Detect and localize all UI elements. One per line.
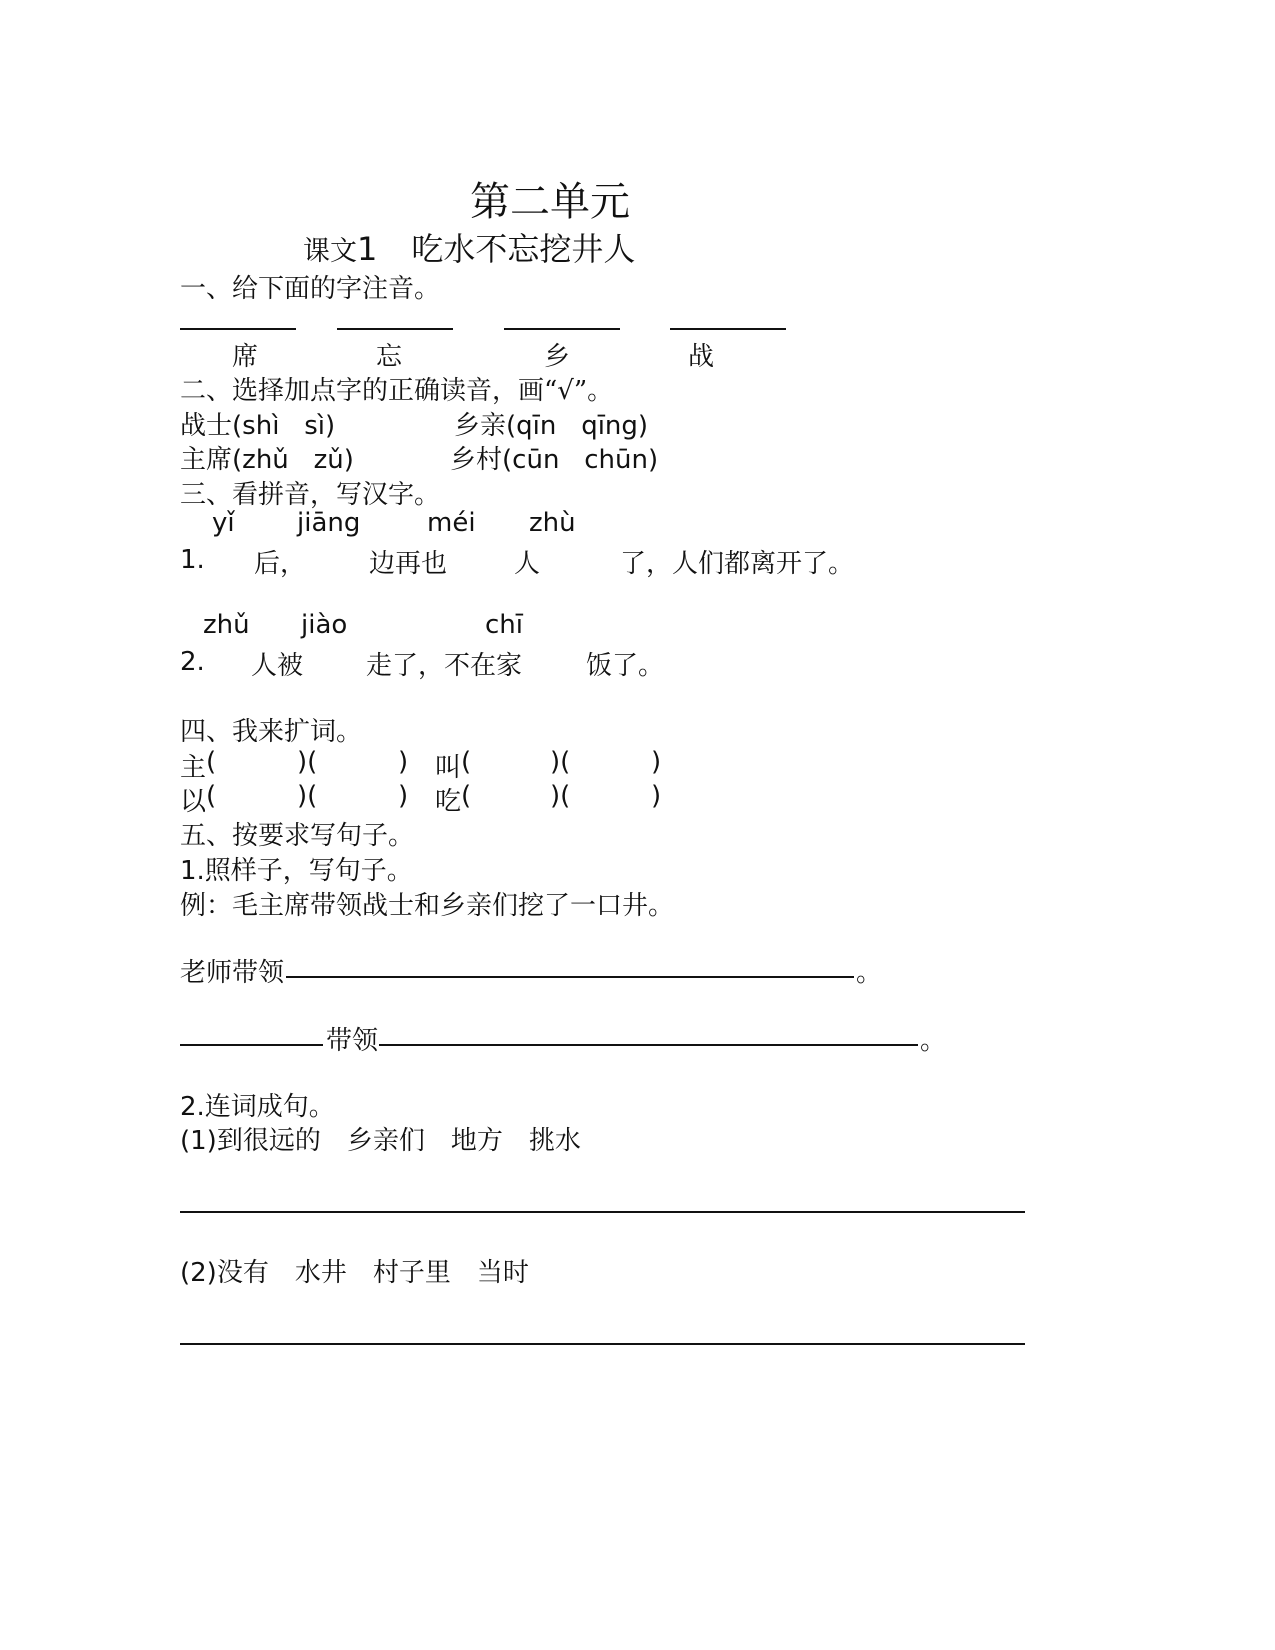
option[interactable]: sì bbox=[304, 411, 325, 441]
sentence-mid: 带领 bbox=[326, 1026, 379, 1056]
paren: ) bbox=[398, 781, 409, 811]
answer-line[interactable] bbox=[286, 976, 854, 978]
expand-char: 吃 bbox=[435, 787, 462, 817]
expand-char: 主 bbox=[180, 753, 207, 783]
pinyin: chī bbox=[485, 610, 523, 640]
reading-item: 乡村(cūn chūn) bbox=[450, 445, 659, 475]
answer-line[interactable] bbox=[180, 328, 296, 330]
paren: ) bbox=[398, 747, 409, 777]
answer-line[interactable] bbox=[337, 328, 453, 330]
sentence-part: 后， bbox=[254, 549, 307, 579]
reading-item: 主席(zhǔ zǔ) bbox=[180, 445, 354, 475]
paren: )( bbox=[550, 747, 571, 777]
expand-char: 叫 bbox=[435, 753, 462, 783]
option[interactable]: shì bbox=[242, 411, 280, 441]
section3-heading: 三、看拼音，写汉字。 bbox=[180, 480, 441, 510]
char-label: 忘 bbox=[376, 342, 403, 372]
section1-heading: 一、给下面的字注音。 bbox=[180, 274, 441, 304]
answer-line[interactable] bbox=[379, 1044, 918, 1046]
subsection-title: 1.照样子，写句子。 bbox=[180, 856, 413, 886]
section2-heading: 二、选择加点字的正确读音，画“√”。 bbox=[180, 376, 614, 406]
sentence-part: 人被 bbox=[251, 651, 304, 681]
pinyin: zhù bbox=[529, 508, 576, 538]
option[interactable]: qīng bbox=[581, 411, 638, 441]
sentence-prefix: 老师带领 bbox=[180, 958, 285, 988]
period: 。 bbox=[856, 958, 883, 988]
word: 乡村 bbox=[450, 445, 503, 475]
reading-item: 战士(shì sì) bbox=[180, 411, 336, 441]
paren: )( bbox=[297, 781, 318, 811]
word-list: (1)到很远的 乡亲们 地方 挑水 bbox=[180, 1126, 581, 1156]
option[interactable]: zhǔ bbox=[242, 445, 289, 475]
pinyin: jiào bbox=[301, 610, 348, 640]
sentence-part: 边再也 bbox=[369, 549, 448, 579]
pinyin: jiāng bbox=[297, 508, 361, 538]
sentence-part: 人 bbox=[514, 549, 541, 579]
word-list: (2)没有 水井 村子里 当时 bbox=[180, 1258, 529, 1288]
option[interactable]: cūn bbox=[512, 445, 560, 475]
char-label: 战 bbox=[688, 342, 715, 372]
paren: ( bbox=[461, 781, 472, 811]
answer-line[interactable] bbox=[180, 1044, 323, 1046]
lesson-name: 吃水不忘挖井人 bbox=[411, 230, 636, 268]
option[interactable]: qīn bbox=[516, 411, 557, 441]
paren: ) bbox=[651, 781, 662, 811]
answer-line[interactable] bbox=[180, 1343, 1025, 1345]
paren: ( bbox=[206, 781, 217, 811]
word: 战士 bbox=[180, 411, 233, 441]
option[interactable]: chūn bbox=[584, 445, 648, 475]
pinyin: zhǔ bbox=[203, 610, 250, 640]
pinyin: méi bbox=[427, 508, 476, 538]
section4-heading: 四、我来扩词。 bbox=[180, 717, 363, 747]
word: 主席 bbox=[180, 445, 233, 475]
lesson-number: 1 bbox=[357, 230, 378, 268]
expand-char: 以 bbox=[180, 787, 207, 817]
paren: ( bbox=[461, 747, 472, 777]
reading-item: 乡亲(qīn qīng) bbox=[454, 411, 649, 441]
char-label: 席 bbox=[232, 342, 259, 372]
char-label: 乡 bbox=[544, 342, 571, 372]
sentence-part: 饭了。 bbox=[586, 651, 665, 681]
lesson-title bbox=[303, 224, 635, 270]
paren: ) bbox=[651, 747, 662, 777]
lesson-prefix: 课文 bbox=[303, 236, 357, 267]
subsection-title: 2.连词成句。 bbox=[180, 1092, 335, 1122]
paren: ( bbox=[206, 747, 217, 777]
period: 。 bbox=[920, 1026, 947, 1056]
paren: )( bbox=[297, 747, 318, 777]
page-title: 第二单元 bbox=[470, 179, 630, 225]
answer-line[interactable] bbox=[180, 1211, 1025, 1213]
answer-line[interactable] bbox=[504, 328, 620, 330]
sentence-part: 了，人们都离开了。 bbox=[620, 549, 855, 579]
paren: )( bbox=[550, 781, 571, 811]
word: 乡亲 bbox=[454, 411, 507, 441]
sentence-part: 走了，不在家 bbox=[366, 651, 523, 681]
option[interactable]: zǔ bbox=[313, 445, 344, 475]
answer-line[interactable] bbox=[670, 328, 786, 330]
section5-heading: 五、按要求写句子。 bbox=[180, 821, 415, 851]
example-sentence: 例：毛主席带领战士和乡亲们挖了一口井。 bbox=[180, 891, 675, 921]
question-number: 1. bbox=[180, 545, 205, 575]
pinyin: yǐ bbox=[212, 508, 235, 538]
question-number: 2. bbox=[180, 647, 205, 677]
